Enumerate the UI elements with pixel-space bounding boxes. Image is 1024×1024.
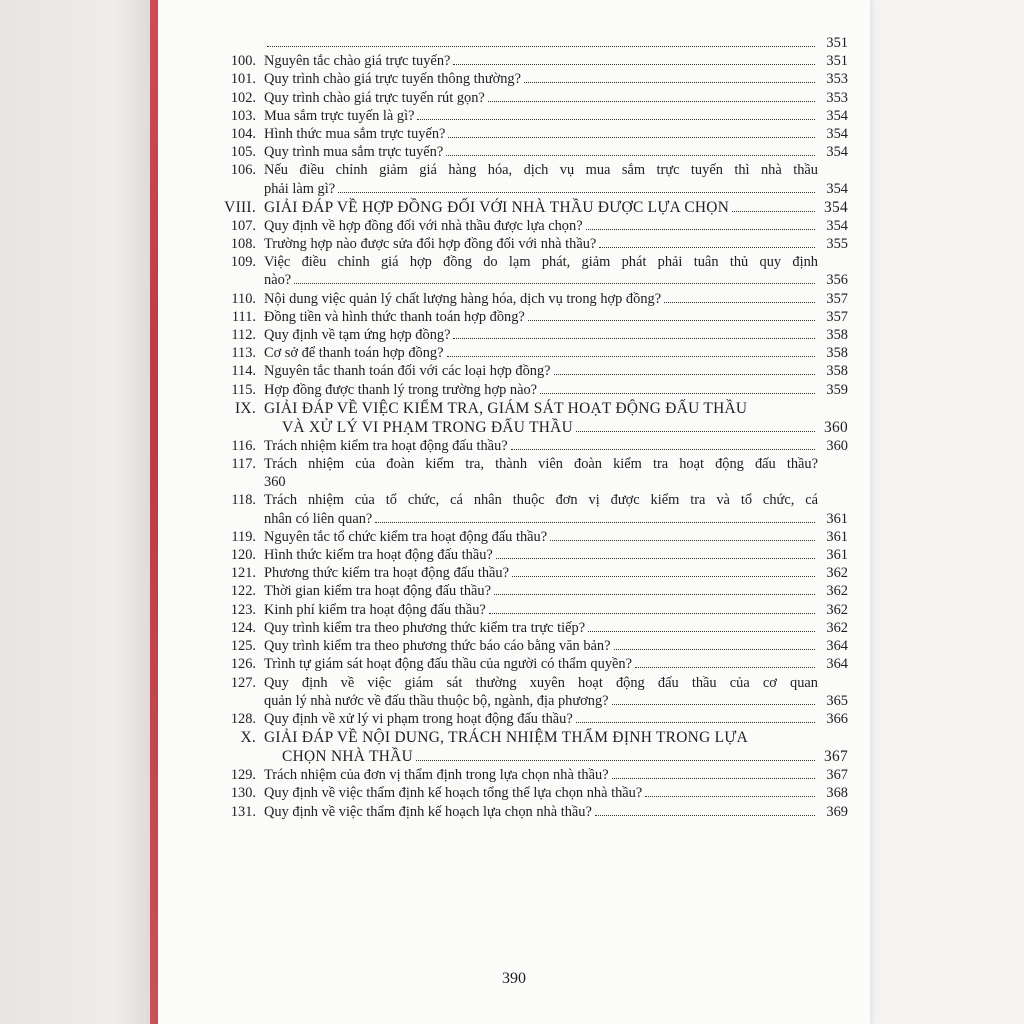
dot-leader xyxy=(338,192,815,193)
toc-entry-title-continued: phải làm gì? xyxy=(264,180,336,197)
toc-page-ref: 367 xyxy=(824,748,848,766)
toc-entry-title: Thời gian kiểm tra hoạt động đấu thầu? xyxy=(264,583,492,600)
toc-page-ref: 354 xyxy=(826,144,848,161)
toc-page-ref: 353 xyxy=(826,71,848,88)
toc-entry-number: 108. xyxy=(230,236,256,253)
toc-entry-number: 115. xyxy=(231,381,256,398)
toc-entry-title: Trách nhiệm của tổ chức, cá nhân thuộc đơn vị được kiểm tra và tổ chức, cá xyxy=(264,492,818,509)
table-of-contents xyxy=(218,34,848,821)
toc-entry xyxy=(218,637,848,655)
toc-page-ref: 357 xyxy=(826,290,848,307)
page-number: 390 xyxy=(502,970,526,987)
toc-entry-number: 118. xyxy=(231,492,256,509)
toc-entry-number: 124. xyxy=(230,619,256,636)
toc-entry-title: GIẢI ĐÁP VỀ HỢP ĐỒNG ĐỐI VỚI NHÀ THẦU ĐƯỢC LỰA CHỌN xyxy=(264,198,730,216)
toc-entry-title: Quy định về việc giám sát thường xuyên hoạt động đấu thầu của cơ quan xyxy=(264,674,818,691)
toc-entry-title: Quy trình mua sắm trực tuyến? xyxy=(264,144,444,161)
toc-entry-number: 121. xyxy=(230,565,256,582)
dot-leader xyxy=(375,522,815,523)
dot-leader xyxy=(550,540,815,541)
dot-leader xyxy=(664,302,815,303)
toc-entry-title: Nguyên tắc thanh toán đối với các loại hợp đồng? xyxy=(264,363,551,380)
toc-entry-title: Trách nhiệm của đơn vị thẩm định trong lựa chọn nhà thầu? xyxy=(264,767,609,784)
toc-entry-title-continued: CHỌN NHÀ THẦU xyxy=(282,748,414,766)
toc-entry xyxy=(218,253,848,289)
toc-entry-number: 128. xyxy=(230,710,256,727)
toc-entry-title: Nội dung việc quản lý chất lượng hàng hóa, dịch vụ trong hợp đồng? xyxy=(264,290,662,307)
dot-leader xyxy=(612,778,815,779)
toc-entry-title: GIẢI ĐÁP VỀ VIỆC KIỂM TRA, GIÁM SÁT HOẠT ĐỘNG ĐẤU THẦU xyxy=(264,399,748,417)
dot-leader xyxy=(489,613,815,614)
toc-entry xyxy=(218,217,848,235)
toc-entry xyxy=(218,710,848,728)
toc-entry-number: 111. xyxy=(231,308,256,325)
toc-page-ref: 360 xyxy=(826,437,848,454)
toc-page-ref: 362 xyxy=(826,583,848,600)
dot-leader xyxy=(294,283,815,284)
dot-leader xyxy=(267,46,815,47)
toc-entry-number: 126. xyxy=(230,656,256,673)
toc-entry-number: 119. xyxy=(231,528,256,545)
toc-entry-number: 102. xyxy=(230,89,256,106)
toc-entry-title: Quy trình chào giá trực tuyến rút gọn? xyxy=(264,89,485,106)
toc-page-ref: 366 xyxy=(826,710,848,727)
toc-page-ref: 364 xyxy=(826,638,848,655)
toc-entry-title: Việc điều chỉnh giá hợp đồng do lạm phát, giảm phát phải tuân thủ quy định xyxy=(264,254,818,271)
toc-page-ref: 351 xyxy=(826,35,848,51)
toc-entry-title: Quy định về việc thẩm định kế hoạch tổng thể lựa chọn nhà thầu? xyxy=(264,785,643,802)
toc-leading-line xyxy=(218,34,848,52)
toc-entry-title: Trình tự giám sát hoạt động đấu thầu của người có thẩm quyền? xyxy=(264,656,632,673)
toc-page-ref: 362 xyxy=(826,565,848,582)
toc-entry-title: Mua sắm trực tuyến là gì? xyxy=(264,107,415,124)
book-page xyxy=(158,0,870,1024)
toc-entry-number: 107. xyxy=(230,217,256,234)
dot-leader xyxy=(447,356,815,357)
toc-page-ref: 358 xyxy=(826,363,848,380)
toc-entry-title: Quy định về hợp đồng đối với nhà thầu được lựa chọn? xyxy=(264,217,583,234)
dot-leader xyxy=(528,320,815,321)
toc-entry-title: Cơ sở để thanh toán hợp đồng? xyxy=(264,345,444,362)
toc-entry-title: Quy trình chào giá trực tuyến thông thường? xyxy=(264,71,522,88)
toc-entry xyxy=(218,89,848,107)
toc-entry-title-continued: VÀ XỬ LÝ VI PHẠM TRONG ĐẤU THẦU xyxy=(282,418,574,436)
toc-entry-number: 110. xyxy=(231,290,256,307)
toc-page-ref: 359 xyxy=(826,381,848,398)
toc-page-ref: 355 xyxy=(826,236,848,253)
toc-entry xyxy=(218,564,848,582)
toc-page-ref: 358 xyxy=(826,327,848,344)
toc-page-ref: 351 xyxy=(826,53,848,70)
toc-entry-number: 105. xyxy=(230,144,256,161)
toc-page-ref: 361 xyxy=(826,510,848,527)
toc-entry-number: 113. xyxy=(231,345,256,362)
toc-entry xyxy=(218,107,848,125)
toc-entry-number: 129. xyxy=(230,767,256,784)
toc-entry-number: VIII. xyxy=(224,198,256,216)
toc-entry xyxy=(218,52,848,70)
toc-entry xyxy=(218,784,848,802)
toc-entry-number: 104. xyxy=(230,126,256,143)
toc-entry-title: Quy định về xử lý vi phạm trong hoạt động đấu thầu? xyxy=(264,710,573,727)
dot-leader xyxy=(416,760,815,761)
toc-entry-number: 112. xyxy=(231,327,256,344)
toc-entry-title: Trách nhiệm kiểm tra hoạt động đấu thầu? xyxy=(264,437,508,454)
toc-entry xyxy=(218,546,848,564)
toc-entry-title-continued: 360 xyxy=(264,474,286,491)
toc-page-ref: 361 xyxy=(826,547,848,564)
toc-entry-title: Đồng tiền và hình thức thanh toán hợp đồng? xyxy=(264,308,525,325)
toc-entry xyxy=(218,455,848,491)
background-surface xyxy=(870,0,1024,1024)
toc-entry-number: 101. xyxy=(230,71,256,88)
toc-entry-number: 109. xyxy=(230,254,256,271)
toc-entry-title: Nguyên tắc tổ chức kiểm tra hoạt động đấu thầu? xyxy=(264,528,548,545)
dot-leader xyxy=(448,137,815,138)
toc-entry xyxy=(218,290,848,308)
toc-entry xyxy=(218,674,848,710)
toc-entry-number: X. xyxy=(240,729,256,747)
toc-entry-title: Phương thức kiểm tra hoạt động đấu thầu? xyxy=(264,565,510,582)
toc-entry-title-continued: nhân có liên quan? xyxy=(264,510,373,527)
toc-entry-title-continued: nào? xyxy=(264,272,292,289)
toc-entry xyxy=(218,125,848,143)
toc-entry xyxy=(218,161,848,197)
dot-leader xyxy=(453,338,815,339)
toc-entry-number: 122. xyxy=(230,583,256,600)
toc-section-heading xyxy=(218,399,848,437)
dot-leader xyxy=(453,64,815,65)
toc-page-ref: 354 xyxy=(826,107,848,124)
toc-entry xyxy=(218,143,848,161)
toc-entry-number: 103. xyxy=(230,107,256,124)
dot-leader xyxy=(732,211,815,212)
toc-entry-title: Trách nhiệm của đoàn kiểm tra, thành viên đoàn kiểm tra hoạt động đấu thầu? xyxy=(264,456,818,473)
toc-entry xyxy=(218,619,848,637)
toc-page-ref: 354 xyxy=(824,198,848,216)
toc-entry-number: 116. xyxy=(231,437,256,454)
toc-entry-number: 100. xyxy=(230,53,256,70)
toc-page-ref: 369 xyxy=(826,803,848,820)
toc-entry xyxy=(218,437,848,455)
toc-entry-number: 130. xyxy=(230,785,256,802)
toc-page-ref: 356 xyxy=(826,272,848,289)
dot-leader xyxy=(554,374,815,375)
dot-leader xyxy=(635,667,815,668)
toc-page-ref: 361 xyxy=(826,528,848,545)
toc-entry xyxy=(218,70,848,88)
toc-entry xyxy=(218,344,848,362)
toc-entry-number: 123. xyxy=(230,601,256,618)
dot-leader xyxy=(645,796,815,797)
toc-entry-number: 117. xyxy=(231,456,256,473)
toc-entry-number: 106. xyxy=(230,162,256,179)
dot-leader xyxy=(524,82,815,83)
toc-entry-title: Quy trình kiểm tra theo phương thức báo cáo bằng văn bản? xyxy=(264,638,611,655)
toc-entry xyxy=(218,491,848,527)
toc-entry xyxy=(218,381,848,399)
book-spine-shadow xyxy=(0,0,166,1024)
dot-leader xyxy=(511,449,815,450)
toc-entry xyxy=(218,601,848,619)
toc-entry-title: Nếu điều chỉnh giảm giá hàng hóa, dịch vụ mua sắm trực tuyến thì nhà thầu xyxy=(264,162,818,179)
toc-entry-title: Kinh phí kiểm tra hoạt động đấu thầu? xyxy=(264,601,486,618)
dot-leader xyxy=(588,631,815,632)
dot-leader xyxy=(599,247,815,248)
toc-entry-title: Quy định về tạm ứng hợp đồng? xyxy=(264,327,451,344)
dot-leader xyxy=(586,229,815,230)
toc-entry-title: Hợp đồng được thanh lý trong trường hợp nào? xyxy=(264,381,538,398)
toc-page-ref: 362 xyxy=(826,601,848,618)
toc-entry-title: Hình thức kiểm tra hoạt động đấu thầu? xyxy=(264,547,493,564)
toc-page-ref: 357 xyxy=(826,308,848,325)
toc-page-ref: 362 xyxy=(826,619,848,636)
toc-entry-title: Nguyên tắc chào giá trực tuyến? xyxy=(264,53,451,70)
toc-entry xyxy=(218,766,848,784)
toc-page-ref: 354 xyxy=(826,217,848,234)
dot-leader xyxy=(496,558,815,559)
dot-leader xyxy=(446,155,815,156)
dot-leader xyxy=(612,704,815,705)
toc-page-ref: 365 xyxy=(826,692,848,709)
toc-entry xyxy=(218,582,848,600)
dot-leader xyxy=(494,594,815,595)
toc-entry-number: 131. xyxy=(230,803,256,820)
dot-leader xyxy=(512,576,815,577)
dot-leader xyxy=(614,649,816,650)
toc-entry-title: Quy trình kiểm tra theo phương thức kiểm tra trực tiếp? xyxy=(264,619,586,636)
toc-page-ref: 358 xyxy=(826,345,848,362)
toc-entry-title-continued: quản lý nhà nước về đấu thầu thuộc bộ, ngành, địa phương? xyxy=(264,692,609,709)
toc-section-heading xyxy=(218,198,848,217)
dot-leader xyxy=(595,815,815,816)
dot-leader xyxy=(576,431,815,432)
dot-leader xyxy=(488,101,815,102)
toc-entry xyxy=(218,235,848,253)
toc-entry xyxy=(218,308,848,326)
dot-leader xyxy=(417,119,815,120)
toc-page-ref: 353 xyxy=(826,89,848,106)
toc-entry xyxy=(218,803,848,821)
toc-entry-title: Hình thức mua sắm trực tuyến? xyxy=(264,126,446,143)
toc-entry-number: 120. xyxy=(230,547,256,564)
toc-entry-title: GIẢI ĐÁP VỀ NỘI DUNG, TRÁCH NHIỆM THẨM ĐỊNH TRONG LỰA xyxy=(264,729,748,747)
toc-entry-number: 125. xyxy=(230,638,256,655)
toc-entry-title: Quy định về việc thẩm định kế hoạch lựa chọn nhà thầu? xyxy=(264,803,592,820)
toc-page-ref: 368 xyxy=(826,785,848,802)
dot-leader xyxy=(540,393,815,394)
toc-page-ref: 360 xyxy=(824,418,848,436)
toc-page-ref: 367 xyxy=(826,767,848,784)
toc-entry xyxy=(218,655,848,673)
toc-entry xyxy=(218,326,848,344)
toc-page-ref: 354 xyxy=(826,126,848,143)
toc-entry xyxy=(218,362,848,380)
toc-entry-title: Trường hợp nào được sửa đổi hợp đồng đối với nhà thầu? xyxy=(264,236,597,253)
toc-section-heading xyxy=(218,728,848,766)
toc-entry-number: 127. xyxy=(230,674,256,691)
toc-entry-number: 114. xyxy=(231,363,256,380)
toc-page-ref: 364 xyxy=(826,656,848,673)
toc-entry-number: IX. xyxy=(235,399,256,417)
dot-leader xyxy=(576,722,815,723)
toc-page-ref: 354 xyxy=(826,180,848,197)
toc-entry xyxy=(218,528,848,546)
